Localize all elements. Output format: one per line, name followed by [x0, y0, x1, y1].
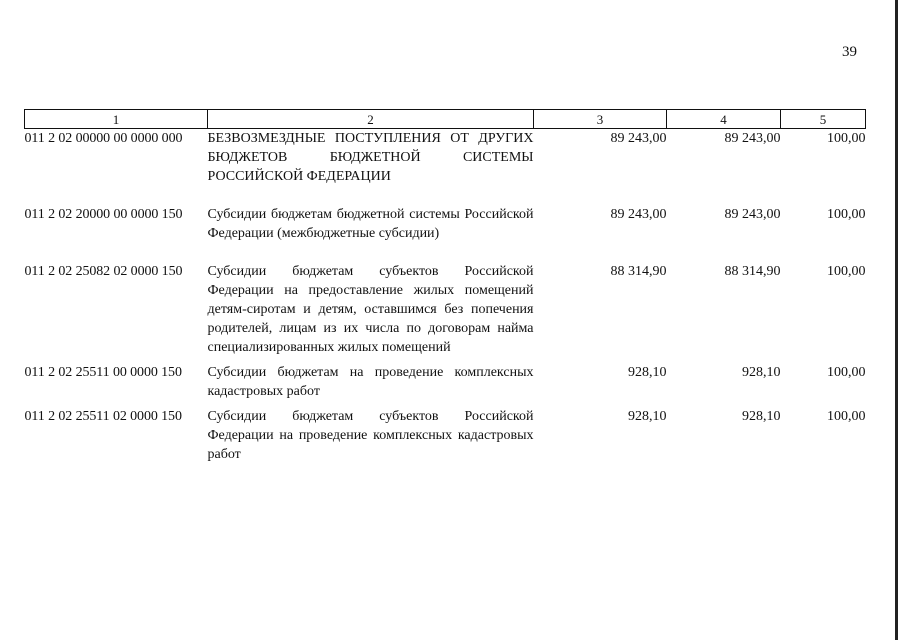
- table-row: [25, 363, 866, 407]
- header-col-4: 4: [667, 110, 781, 129]
- value-col-3: 89 243,00: [610, 131, 667, 146]
- table-header-row: [25, 110, 866, 129]
- value-col-4: 928,10: [742, 409, 781, 424]
- table-row: [25, 262, 866, 363]
- table-row: [25, 129, 866, 206]
- budget-code: 011 2 02 00000 00 0000 000: [24, 131, 183, 146]
- budget-code: 011 2 02 25082 02 0000 150: [24, 264, 183, 279]
- value-col-5: 100,00: [827, 409, 866, 424]
- value-col-4: 88 314,90: [724, 264, 781, 279]
- value-col-4: 89 243,00: [724, 131, 781, 146]
- budget-code: 011 2 02 25511 02 0000 150: [24, 409, 182, 424]
- value-col-4: 89 243,00: [724, 207, 781, 222]
- item-name: Субсидии бюджетам субъектов Российской Федерации на предоставление жилых помещений детям-сиротам и детям, оставшимся без попечения родителей, лицам из их числа по договорам найма специализированных жилых помещений: [207, 264, 534, 355]
- item-name: Субсидии бюджетам на проведение комплексных кадастровых работ: [207, 365, 534, 399]
- header-col-2: 2: [208, 110, 534, 129]
- header-col-1: 1: [25, 110, 208, 129]
- value-col-3: 89 243,00: [610, 207, 667, 222]
- value-col-5: 100,00: [827, 365, 866, 380]
- value-col-3: 928,10: [628, 365, 667, 380]
- budget-code: 011 2 02 20000 00 0000 150: [24, 207, 183, 222]
- page-edge-line: [895, 0, 898, 640]
- budget-table: [24, 109, 866, 464]
- table-row: [25, 407, 866, 464]
- budget-code: 011 2 02 25511 00 0000 150: [24, 365, 182, 380]
- item-name: БЕЗВОЗМЕЗДНЫЕ ПОСТУПЛЕНИЯ ОТ ДРУГИХ БЮДЖЕТОВ БЮДЖЕТНОЙ СИСТЕМЫ РОССИЙСКОЙ ФЕДЕРАЦИИ: [207, 131, 534, 184]
- item-name: Субсидии бюджетам бюджетной системы Российской Федерации (межбюджетные субсидии): [207, 207, 534, 241]
- value-col-5: 100,00: [827, 207, 866, 222]
- item-name: Субсидии бюджетам субъектов Российской Федерации на проведение комплексных кадастровых работ: [207, 409, 534, 462]
- value-col-5: 100,00: [827, 131, 866, 146]
- header-col-5: 5: [781, 110, 866, 129]
- value-col-3: 88 314,90: [610, 264, 667, 279]
- page-number: 39: [842, 44, 857, 60]
- value-col-5: 100,00: [827, 264, 866, 279]
- value-col-4: 928,10: [742, 365, 781, 380]
- value-col-3: 928,10: [628, 409, 667, 424]
- header-col-3: 3: [534, 110, 667, 129]
- table-row: [25, 205, 866, 262]
